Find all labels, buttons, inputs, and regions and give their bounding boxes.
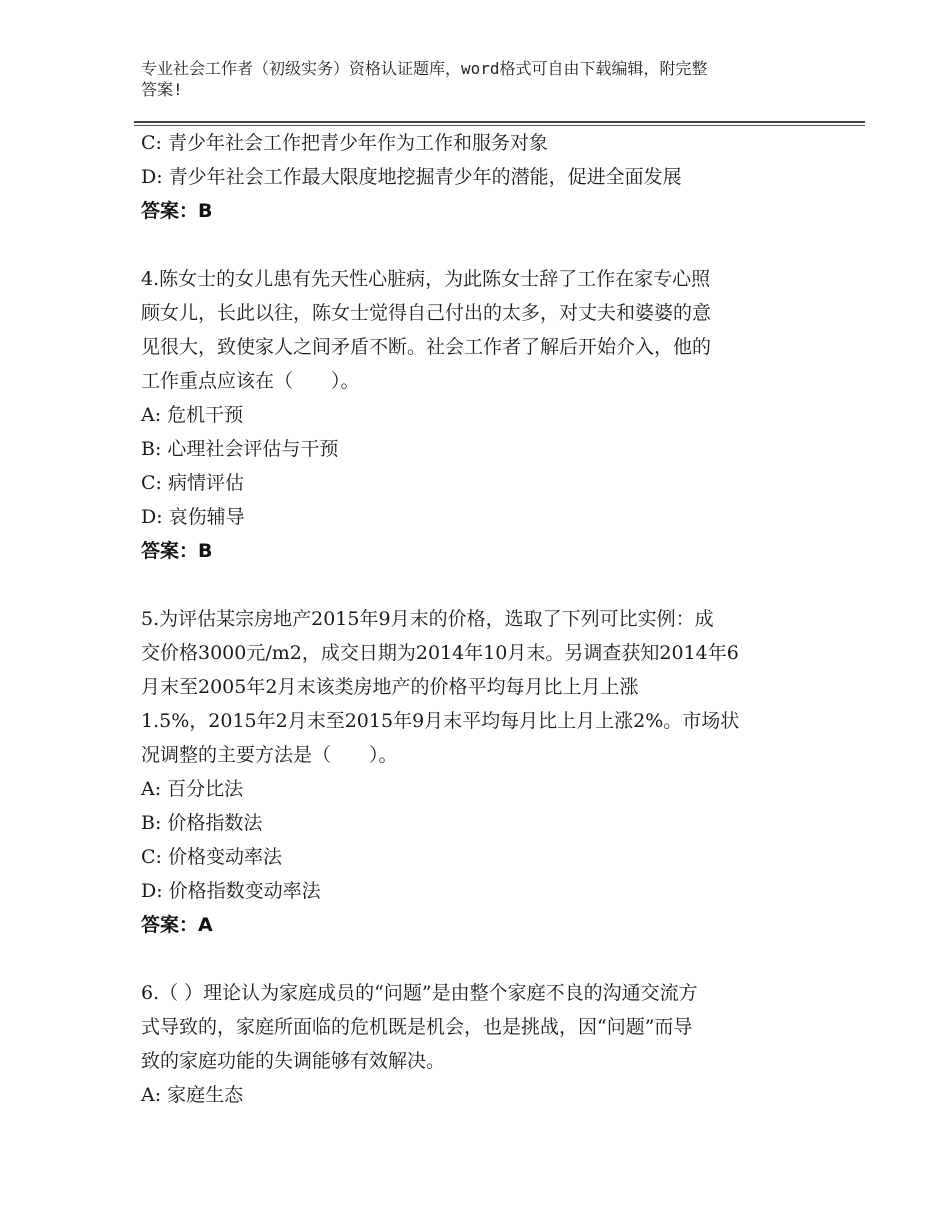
answer-label: 答案：B bbox=[141, 540, 213, 562]
page-header bbox=[141, 58, 821, 100]
option-a: A: 危机干预 bbox=[141, 404, 244, 426]
spacer bbox=[141, 228, 821, 262]
question-stem-line: 4.陈女士的女儿患有先天性心脏病，为此陈女士辞了工作在家专心照 bbox=[141, 268, 711, 290]
question-block-previous bbox=[141, 126, 821, 228]
header-title-line: 专业社会工作者（初级实务）资格认证题库，word格式可自由下载编辑，附完整 bbox=[141, 59, 708, 78]
question-stem-line: 工作重点应该在（ ）。 bbox=[141, 370, 360, 392]
question-content bbox=[141, 126, 821, 1112]
option-d: D: 价格指数变动率法 bbox=[141, 880, 321, 902]
question-stem-line: 5.为评估某宗房地产2015年9月末的价格，选取了下列可比实例：成 bbox=[141, 608, 714, 630]
option-b: B: 心理社会评估与干预 bbox=[141, 438, 339, 460]
question-block-5 bbox=[141, 602, 821, 942]
option-a: A: 百分比法 bbox=[141, 778, 244, 800]
question-stem-line: 式导致的，家庭所面临的危机既是机会，也是挑战，因“问题”而导 bbox=[141, 1016, 693, 1038]
question-stem-line: 6.（ ）理论认为家庭成员的“问题”是由整个家庭不良的沟通交流方 bbox=[141, 982, 698, 1004]
option-c: C: 青少年社会工作把青少年作为工作和服务对象 bbox=[141, 132, 548, 154]
option-d: D: 哀伤辅导 bbox=[141, 506, 245, 528]
option-c: C: 价格变动率法 bbox=[141, 846, 282, 868]
question-stem-line: 况调整的主要方法是（ ）。 bbox=[141, 744, 398, 766]
answer-label: 答案：A bbox=[141, 914, 213, 936]
header-divider bbox=[134, 121, 865, 123]
question-stem-line: 致的家庭功能的失调能够有效解决。 bbox=[141, 1050, 446, 1072]
question-stem-line: 交价格3000元/m2，成交日期为2014年10月末。另调查获知2014年6 bbox=[141, 642, 739, 664]
spacer bbox=[141, 568, 821, 602]
option-a: A: 家庭生态 bbox=[141, 1084, 244, 1106]
option-c: C: 病情评估 bbox=[141, 472, 244, 494]
question-stem-line: 见很大，致使家人之间矛盾不断。社会工作者了解后开始介入，他的 bbox=[141, 336, 712, 358]
question-stem-line: 顾女儿，长此以往，陈女士觉得自己付出的太多，对丈夫和婆婆的意 bbox=[141, 302, 712, 324]
spacer bbox=[141, 942, 821, 976]
question-block-4 bbox=[141, 262, 821, 568]
question-stem-line: 1.5%，2015年2月末至2015年9月末平均每月比上月上涨2%。市场状 bbox=[141, 710, 740, 732]
option-d: D: 青少年社会工作最大限度地挖掘青少年的潜能，促进全面发展 bbox=[141, 166, 682, 188]
header-title-line-2: 答案! bbox=[141, 80, 183, 99]
answer-label: 答案：B bbox=[141, 200, 213, 222]
option-b: B: 价格指数法 bbox=[141, 812, 263, 834]
question-block-6 bbox=[141, 976, 821, 1112]
question-stem-line: 月末至2005年2月末该类房地产的价格平均每月比上月上涨 bbox=[141, 676, 639, 698]
